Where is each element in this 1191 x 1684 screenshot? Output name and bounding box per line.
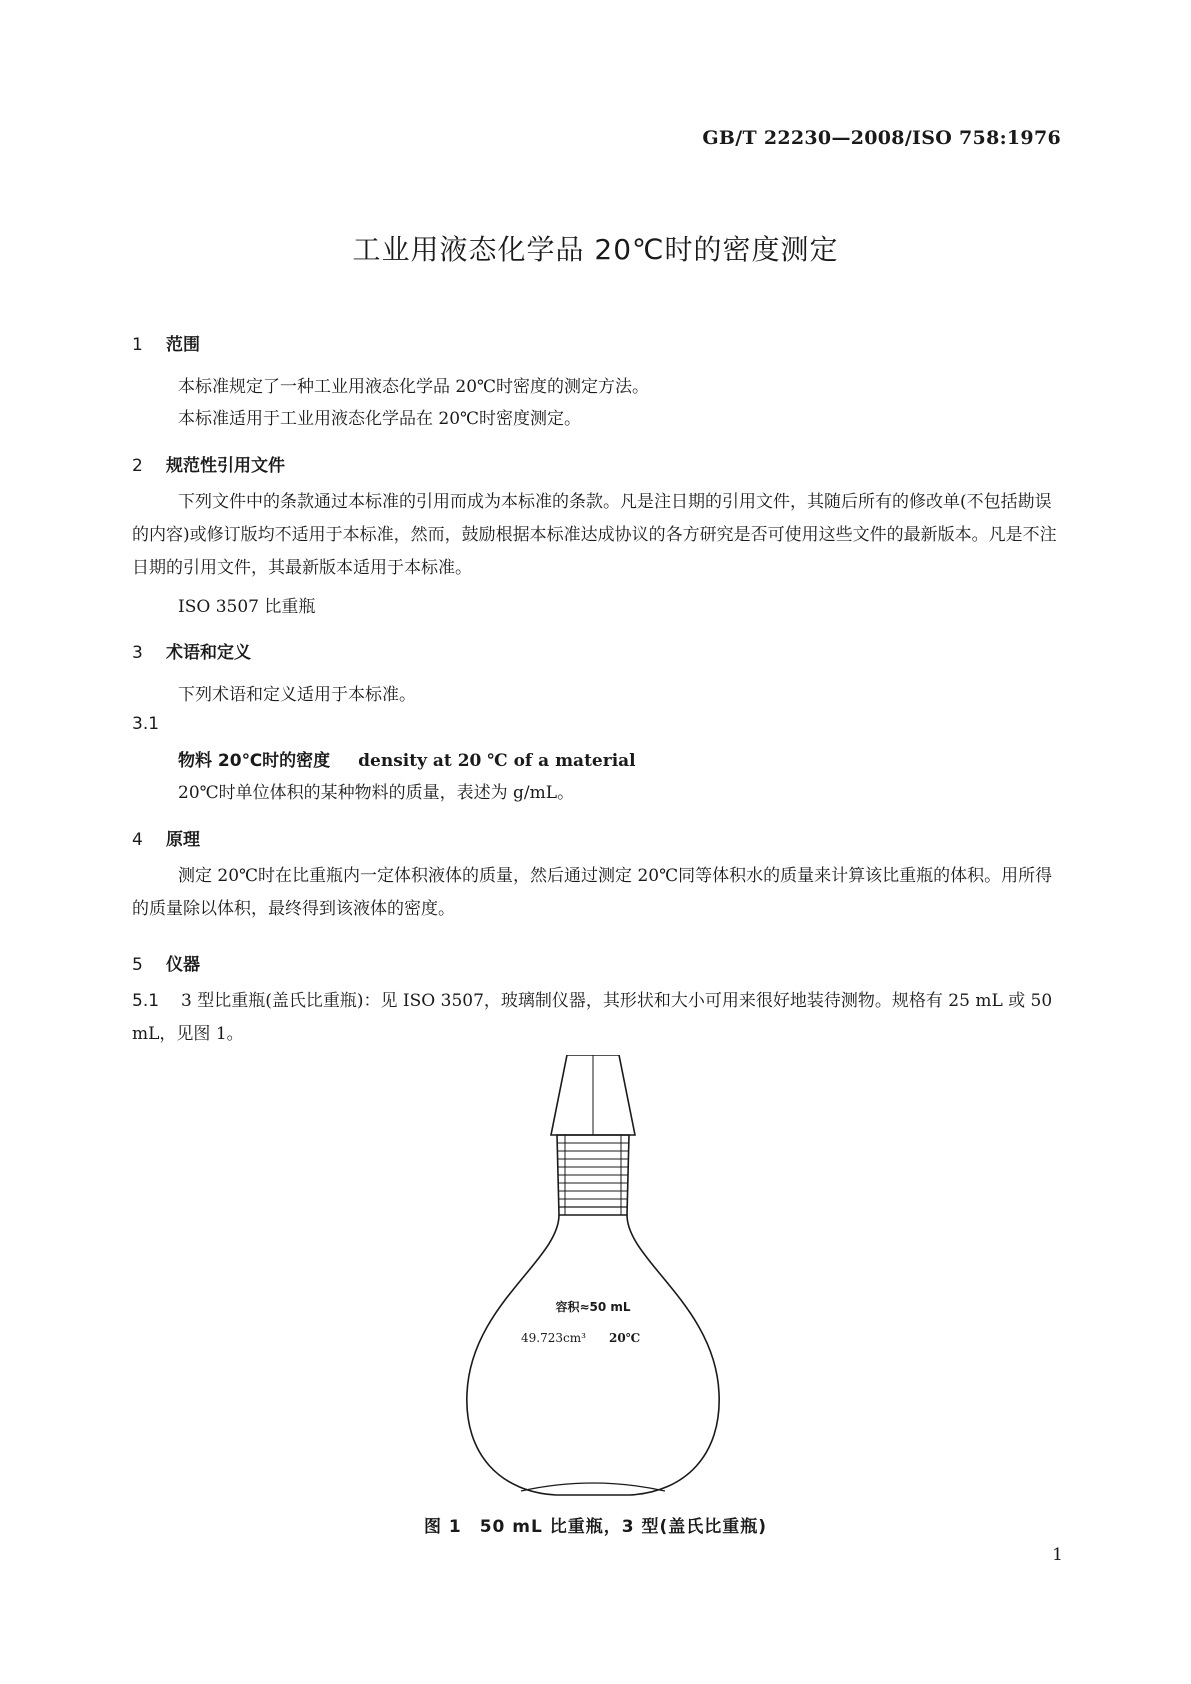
page-number: 1	[1052, 1545, 1063, 1565]
section-title: 术语和定义	[166, 643, 251, 663]
subsection-3-1-number: 3.1	[132, 714, 160, 734]
section-4-heading	[132, 825, 200, 850]
section-number: 3	[132, 643, 143, 663]
section-number: 4	[132, 830, 143, 850]
term-definition: 20℃时单位体积的某种物料的质量，表述为 g/mL。	[178, 783, 575, 803]
term-english: density at 20 ℃ of a material	[358, 751, 636, 771]
standard-code: GB/T 22230—2008/ISO 758:1976	[702, 127, 1061, 149]
subsection-5-1	[132, 985, 1062, 1051]
subsection-5-1-text: 3 型比重瓶(盖氏比重瓶)：见 ISO 3507，玻璃制仪器，其形状和大小可用来很好地装待测物。规格有 25 mL 或 50 mL，见图 1。	[132, 991, 1053, 1044]
volume-label: 容积≈50 mL	[555, 1300, 631, 1314]
term-chinese: 物料 20℃时的密度	[178, 751, 331, 771]
section-title: 原理	[166, 830, 200, 850]
section-1-heading	[132, 330, 200, 355]
section-4-paragraph: 测定 20℃时在比重瓶内一定体积液体的质量，然后通过测定 20℃同等体积水的质量来计算该比重瓶的体积。用所得的质量除以体积，最终得到该液体的密度。	[132, 866, 1053, 919]
section-number: 5	[132, 955, 143, 975]
section-3-line: 下列术语和定义适用于本标准。	[178, 685, 416, 705]
section-number: 2	[132, 456, 143, 476]
section-title: 范围	[166, 335, 200, 355]
subsection-5-1-number: 5.1	[132, 991, 160, 1011]
pycnometer-figure	[461, 1055, 725, 1504]
section-2-paragraph: 下列文件中的条款通过本标准的引用而成为本标准的条款。凡是注日期的引用文件，其随后所有的修改单(不包括勘误的内容)或修订版均不适用于本标准，然而，鼓励根据本标准达成协议的各方研究是否可使用这些文件的最新版本。凡是不注日期的引用文件，其最新版本适用于本标准。	[132, 492, 1057, 578]
temperature-label: 20℃	[609, 1331, 641, 1345]
reference-item: ISO 3507 比重瓶	[178, 597, 316, 617]
calibration-label: 49.723cm³	[521, 1331, 586, 1345]
pycnometer-drawing	[461, 1055, 725, 1500]
section-1-line-2: 本标准适用于工业用液态化学品在 20℃时密度测定。	[178, 409, 582, 429]
section-title: 规范性引用文件	[166, 456, 285, 476]
section-title: 仪器	[166, 955, 200, 975]
document-title: 工业用液态化学品 20℃时的密度测定	[352, 233, 839, 266]
section-number: 1	[132, 335, 143, 355]
section-1-line-1: 本标准规定了一种工业用液态化学品 20℃时密度的测定方法。	[178, 377, 650, 397]
section-5-heading	[132, 950, 200, 975]
term-line	[178, 746, 636, 771]
section-2-heading	[132, 451, 285, 476]
figure-caption: 图 1 50 mL 比重瓶，3 型(盖氏比重瓶)	[423, 1517, 768, 1537]
section-3-heading	[132, 638, 251, 663]
